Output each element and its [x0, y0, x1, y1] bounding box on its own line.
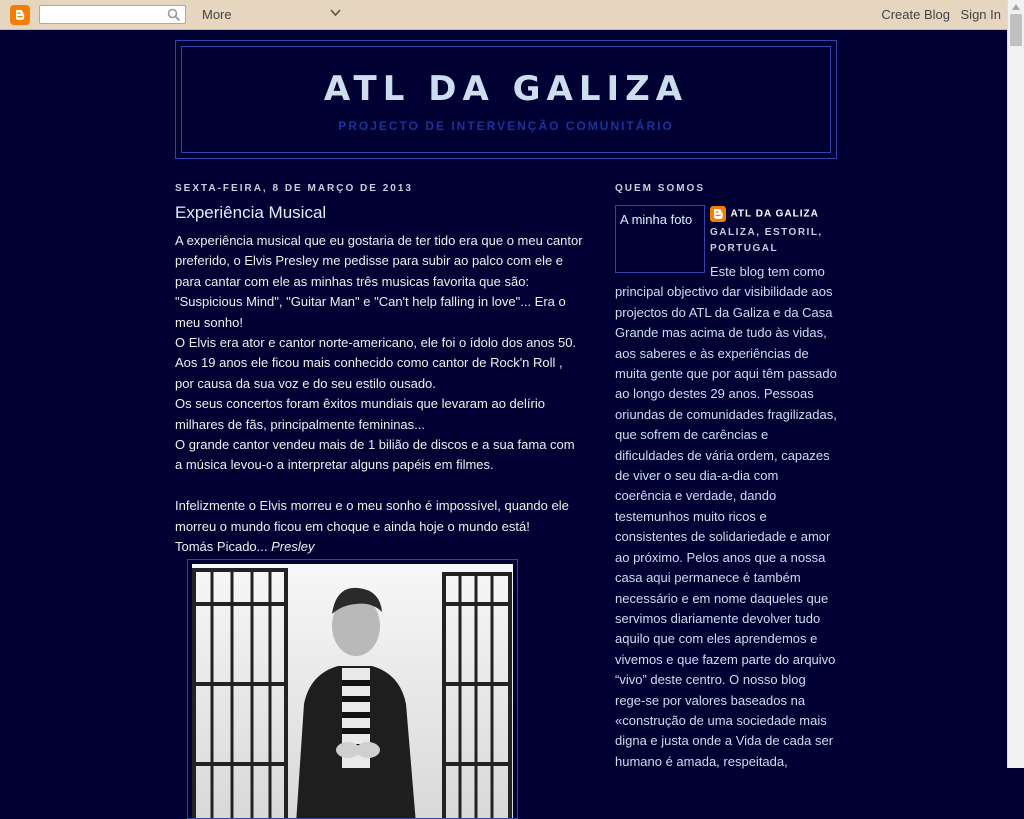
profile-location: GALIZA, ESTORIL, PORTUGAL: [710, 227, 823, 254]
search-icon[interactable]: [167, 8, 181, 22]
sign-in-link[interactable]: Sign In: [960, 7, 1001, 22]
post-body: [175, 231, 585, 558]
page-scrollbar[interactable]: [1007, 0, 1024, 768]
more-menu-button[interactable]: More: [202, 7, 232, 22]
blog-title[interactable]: ATL DA GALIZA: [323, 69, 689, 109]
blog-header: [175, 40, 837, 159]
sidebar-heading: QUEM SOMOS: [615, 183, 706, 194]
post-paragraph: O grande cantor vendeu mais de 1 bilião de discos e a sua fama com a música levou-o a interpretar alguns papéis em filmes.: [175, 437, 575, 473]
post-spacer: [175, 476, 585, 496]
post-paragraph: A experiência musical que eu gostaria de ter tido era que o meu cantor preferido, o Elvis Presley me pedisse para subir ao palco com ele e para cantar com ele as minhas três musicas favorita que são: "Suspicious Mind", "Guitar Man" e "Can't help falling in love"... Era o meu sonho!: [175, 233, 583, 330]
profile-photo[interactable]: A minha foto: [615, 205, 705, 273]
signature-name: Tomás Picado...: [175, 539, 268, 555]
post-date: SEXTA-FEIRA, 8 DE MARÇO DE 2013: [175, 183, 413, 194]
elvis-photo[interactable]: [192, 564, 513, 819]
post-title[interactable]: Experiência Musical: [175, 203, 327, 222]
scroll-up-arrow-icon[interactable]: [1012, 4, 1020, 10]
post-paragraph: O Elvis era ator e cantor norte-americano, ele foi o ídolo dos anos 50. Aos 19 anos ele ficou mais conhecido como cantor de Rock'n Roll , por causa da sua voz e do seu estilo ousado.: [175, 335, 577, 391]
post-signature: [175, 537, 585, 557]
profile-name-link[interactable]: ATL DA GALIZA: [730, 208, 819, 220]
blogger-navbar: [0, 0, 1024, 30]
profile-about-text: Este blog tem como principal objectivo dar visibilidade aos projectos do ATL da Galiza e da Casa Grande mas acima de tudo às vidas, aos saberes e às experiências de muita gente que por aqui têm passado ao longo destes 29 anos. Pessoas oriundas de comunidades fragilizadas, que sofrem de carências e dificuldades de vária ordem, capazes de viver o seu dia-a-dia com coerência e verdade, dando testemunhos muito ricos e consistentes de solidariedade e amor ao próximo. Pelos anos que a nossa casa aqui permanece é também necessário e em nome daqueles que servimos diariamente devolver tudo aquilo que com eles aprendemos e vivemos e que fazem parte do arquivo “vivo” deste centro. O nosso blog rege-se por valores baseados na «construção de uma sociedade mais digna e justa onde a Vida de cada ser humano é amada, respeitada,: [615, 264, 837, 769]
scrollbar-thumb[interactable]: [1010, 14, 1022, 46]
create-blog-link[interactable]: Create Blog: [881, 7, 950, 22]
main-column: [175, 183, 585, 558]
signature-italic: Presley: [271, 539, 315, 555]
blogger-logo-icon[interactable]: [10, 5, 30, 25]
search-input[interactable]: [39, 5, 186, 24]
blog-description: PROJECTO DE INTERVENÇÃO COMUNITÁRIO: [338, 119, 674, 133]
blog-header-inner: [181, 46, 831, 153]
post-paragraph: Os seus concertos foram êxitos mundiais que levaram ao delírio milhares de fãs, principalmente femininas...: [175, 396, 545, 432]
sidebar: [615, 183, 837, 769]
post-image-frame[interactable]: [187, 559, 518, 819]
blogger-profile-icon: [710, 206, 726, 222]
post-paragraph: Infelizmente o Elvis morreu e o meu sonho é impossível, quando ele morreu o mundo ficou em choque e ainda hoje o mundo está!: [175, 498, 569, 534]
profile-name-row: [710, 205, 837, 223]
chevron-down-icon[interactable]: [330, 9, 341, 17]
